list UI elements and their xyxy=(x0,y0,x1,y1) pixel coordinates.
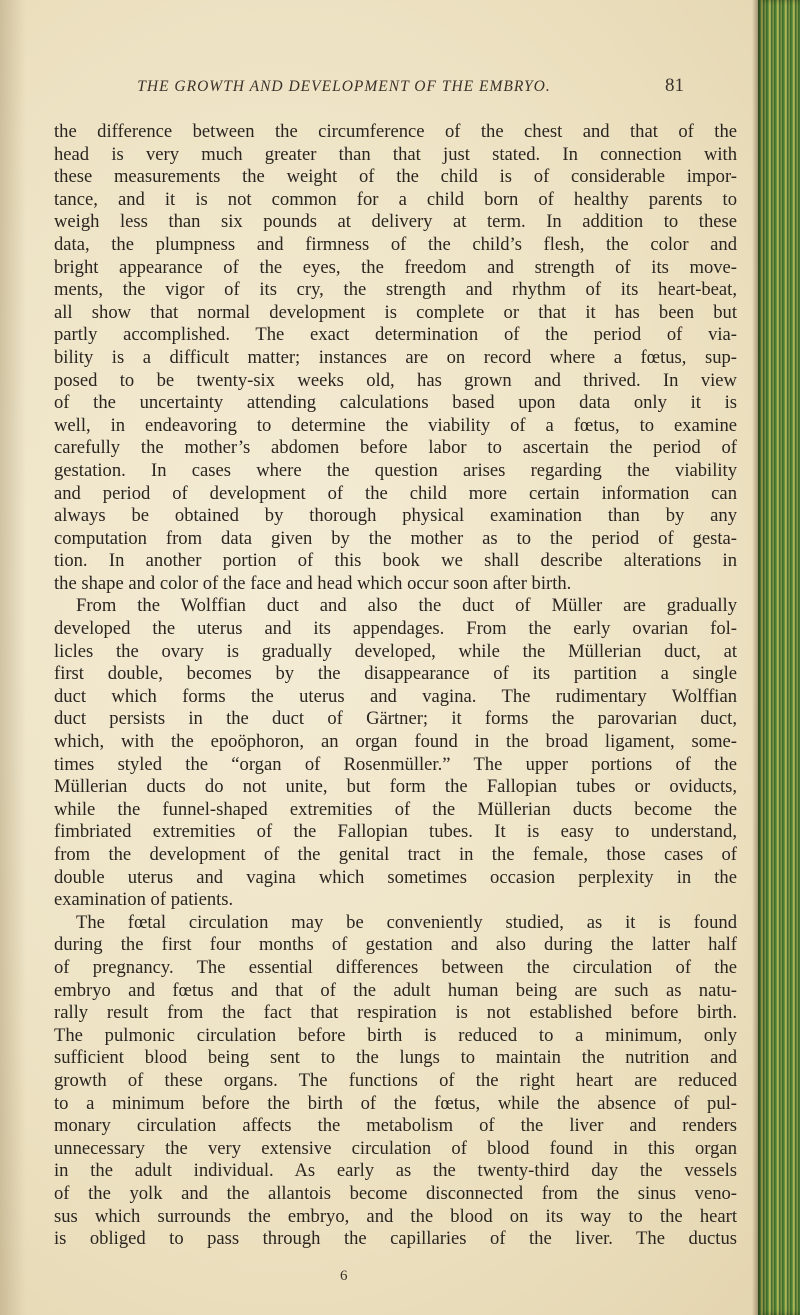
text-line: bility is a difficult matter; instances are on record where a fœtus, sup- xyxy=(54,346,737,368)
text-line: the shape and color of the face and head which occur soon after birth. xyxy=(54,572,572,594)
text-line: sus which surrounds the embryo, and the blood on its way to the heart xyxy=(54,1205,737,1227)
text-line: The pulmonic circulation before birth is reduced to a minimum, only xyxy=(54,1024,737,1046)
text-line: double uterus and vagina which sometimes occasion perplexity in the xyxy=(54,866,737,888)
text-line: duct which forms the uterus and vagina. The rudimentary Wolffian xyxy=(54,685,737,707)
paragraph-start-line: From the Wolffian duct and also the duct of Müller are gradually xyxy=(76,595,737,617)
text-line: from the development of the genital tract in the female, those cases of xyxy=(54,844,737,865)
text-line: in the adult individual. As early as the twenty-third day the vessels xyxy=(54,1160,737,1182)
text-line: tance, and it is not common for a child born of healthy parents to xyxy=(54,188,737,210)
text-line: the difference between the circumference of the chest and that of the xyxy=(54,121,737,142)
text-line: data, the plumpness and firmness of the child’s flesh, the color and xyxy=(54,233,737,255)
text-line: growth of these organs. The functions of the right heart are reduced xyxy=(54,1069,737,1091)
text-line: always be obtained by thorough physical examination than by any xyxy=(54,505,737,527)
signature-mark: 6 xyxy=(340,1268,348,1284)
text-line: and period of development of the child more certain information can xyxy=(54,482,737,504)
text-line: fimbriated extremities of the Fallopian tubes. It is easy to understand, xyxy=(54,821,737,843)
page-number: 81 xyxy=(665,75,684,96)
text-line: embryo and fœtus and that of the adult human being are such as natu- xyxy=(54,979,737,1001)
text-line: of the uncertainty attending calculations based upon data only it is xyxy=(54,392,737,414)
text-line: while the funnel-shaped extremities of the Müllerian ducts become the xyxy=(54,798,737,820)
book-binding-edge xyxy=(758,0,800,1315)
body-text xyxy=(54,121,737,1251)
text-line: examination of patients. xyxy=(54,889,234,911)
text-line: tion. In another portion of this book we shall describe alterations in xyxy=(54,550,737,572)
text-line: rally result from the fact that respiration is not established before birth. xyxy=(54,1002,737,1024)
text-line: which, with the epoöphoron, an organ found in the broad ligament, some- xyxy=(54,731,737,753)
text-line: gestation. In cases where the question arises regarding the viability xyxy=(54,459,737,481)
text-line: unnecessary the very extensive circulation of blood found in this organ xyxy=(54,1137,737,1159)
text-line: bright appearance of the eyes, the freedom and strength of its move- xyxy=(54,256,737,278)
text-line: to a minimum before the birth of the fœtus, while the absence of pul- xyxy=(54,1092,737,1114)
running-header: THE GROWTH AND DEVELOPMENT OF THE EMBRYO. xyxy=(137,78,551,95)
text-line: ments, the vigor of its cry, the strength and rhythm of its heart-beat, xyxy=(54,279,737,301)
text-line: these measurements the weight of the child is of considerable impor- xyxy=(54,166,737,188)
text-line: head is very much greater than that just stated. In connection with xyxy=(54,143,737,165)
text-line: first double, becomes by the disappearance of its partition a single xyxy=(54,663,737,685)
text-line: weigh less than six pounds at delivery at term. In addition to these xyxy=(54,211,737,233)
text-line: partly accomplished. The exact determination of the period of via- xyxy=(54,324,737,346)
text-line: developed the uterus and its appendages. From the early ovarian fol- xyxy=(54,618,737,640)
text-line: of the yolk and the allantois become disconnected from the sinus veno- xyxy=(54,1182,737,1204)
text-line: licles the ovary is gradually developed, while the Müllerian duct, at xyxy=(54,640,737,662)
text-line: sufficient blood being sent to the lungs to maintain the nutrition and xyxy=(54,1047,737,1069)
text-line: well, in endeavoring to determine the viability of a fœtus, to examine xyxy=(54,414,737,436)
text-line: computation from data given by the mother as to the period of gesta- xyxy=(54,527,737,549)
page-edge-shadow xyxy=(0,0,26,1315)
text-line: is obliged to pass through the capillaries of the liver. The ductus xyxy=(54,1228,737,1250)
text-line: monary circulation affects the metabolism of the liver and renders xyxy=(54,1115,737,1137)
text-line: all show that normal development is complete or that it has been but xyxy=(54,301,737,323)
text-line: posed to be twenty-six weeks old, has grown and thrived. In view xyxy=(54,369,737,391)
paragraph-start-line: The fœtal circulation may be conveniently studied, as it is found xyxy=(76,911,737,933)
text-line: during the first four months of gestation and also during the latter half xyxy=(54,934,737,956)
text-line: carefully the mother’s abdomen before labor to ascertain the period of xyxy=(54,437,737,459)
text-line: of pregnancy. The essential differences between the circulation of the xyxy=(54,956,737,978)
text-line: times styled the “organ of Rosenmüller.” The upper portions of the xyxy=(54,753,737,775)
text-line: duct persists in the duct of Gärtner; it forms the parovarian duct, xyxy=(54,708,737,730)
text-line: Müllerian ducts do not unite, but form the Fallopian tubes or oviducts, xyxy=(54,776,737,798)
